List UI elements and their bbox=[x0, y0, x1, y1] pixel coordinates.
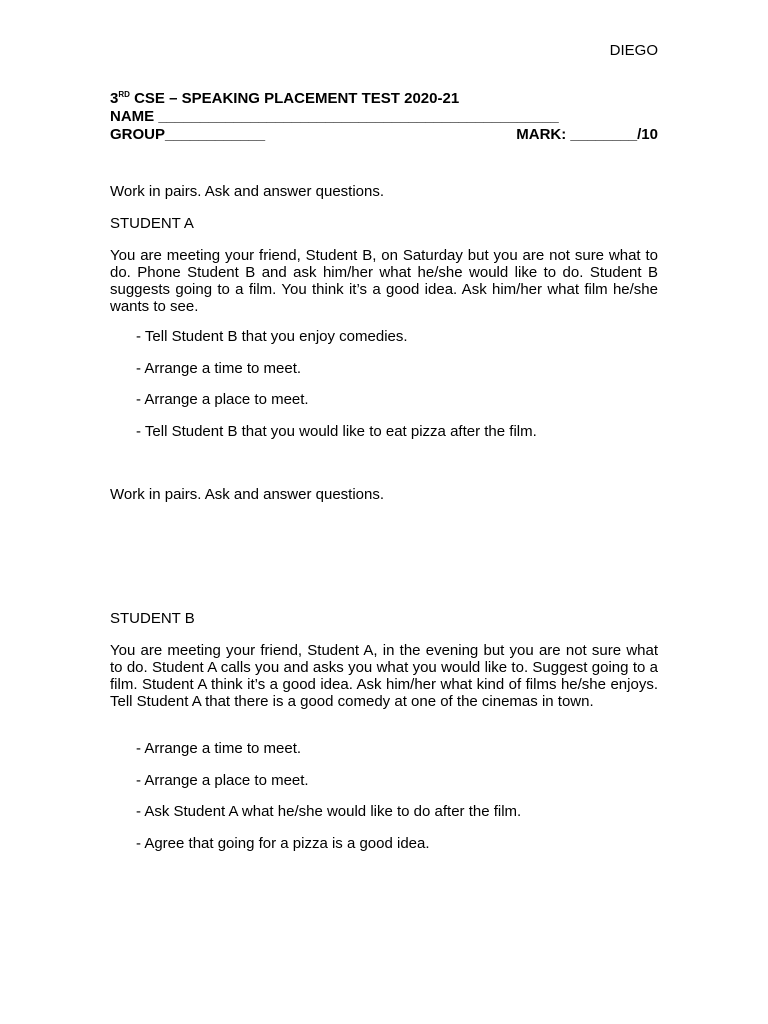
section-b-student-heading: STUDENT B bbox=[110, 610, 195, 627]
list-item: - Arrange a time to meet. bbox=[136, 740, 302, 757]
section-b-item-4 bbox=[110, 835, 658, 852]
section-b-item-2 bbox=[110, 772, 658, 789]
section-a-paragraph-text: You are meeting your friend, Student B, on Saturday but you are not sure what to do. Phone Student B and ask him/her what he/she would like to do. Student B suggests going to a film. You think it’s a good idea. Ask him/her what film he/she wants to see. bbox=[110, 247, 658, 315]
section-a-item-3 bbox=[110, 391, 658, 408]
mark-field: MARK: ________/10 bbox=[516, 126, 658, 143]
list-item: - Arrange a time to meet. bbox=[136, 360, 302, 377]
test-header bbox=[110, 86, 658, 144]
section-a-item-4 bbox=[110, 423, 658, 440]
title-ordinal: 3 bbox=[110, 90, 119, 107]
list-item: - Ask Student A what he/she would like to do after the film. bbox=[136, 803, 522, 820]
title-text: CSE – SPEAKING PLACEMENT TEST 2020-21 bbox=[129, 90, 460, 107]
title-ordinal-suffix: RD bbox=[118, 90, 130, 99]
name-field: NAME ________________________________________________ bbox=[110, 108, 559, 125]
name-line bbox=[110, 108, 658, 126]
group-field: GROUP____________ bbox=[110, 126, 266, 143]
section-b-paragraph bbox=[110, 642, 658, 710]
owner-name: DIEGO bbox=[609, 42, 658, 59]
section-b-item-3 bbox=[110, 803, 658, 820]
section-b-item-1 bbox=[110, 740, 658, 757]
list-item: - Agree that going for a pizza is a good idea. bbox=[136, 835, 430, 852]
section-b-instruction: Work in pairs. Ask and answer questions. bbox=[110, 486, 385, 503]
section-a-instruction: Work in pairs. Ask and answer questions. bbox=[110, 183, 385, 200]
section-a-paragraph bbox=[110, 247, 658, 315]
list-item: - Tell Student B that you would like to eat pizza after the film. bbox=[136, 423, 537, 440]
section-a-item-1 bbox=[110, 328, 658, 345]
section-a-item-2 bbox=[110, 360, 658, 377]
list-item: - Arrange a place to meet. bbox=[136, 772, 309, 789]
section-b-paragraph-text: You are meeting your friend, Student A, in the evening but you are not sure what to do. Student A calls you and asks you what you would like to. Suggest going to a film. Student A think it’s a good idea. Ask him/her what kind of films he/she enjoys. Tell Student A that there is a good comedy at one of the cinemas in town. bbox=[110, 642, 658, 710]
group-mark-line bbox=[110, 126, 658, 144]
test-title bbox=[110, 86, 658, 108]
list-item: - Tell Student B that you enjoy comedies. bbox=[136, 328, 408, 345]
section-a-student-heading: STUDENT A bbox=[110, 215, 194, 232]
list-item: - Arrange a place to meet. bbox=[136, 391, 309, 408]
